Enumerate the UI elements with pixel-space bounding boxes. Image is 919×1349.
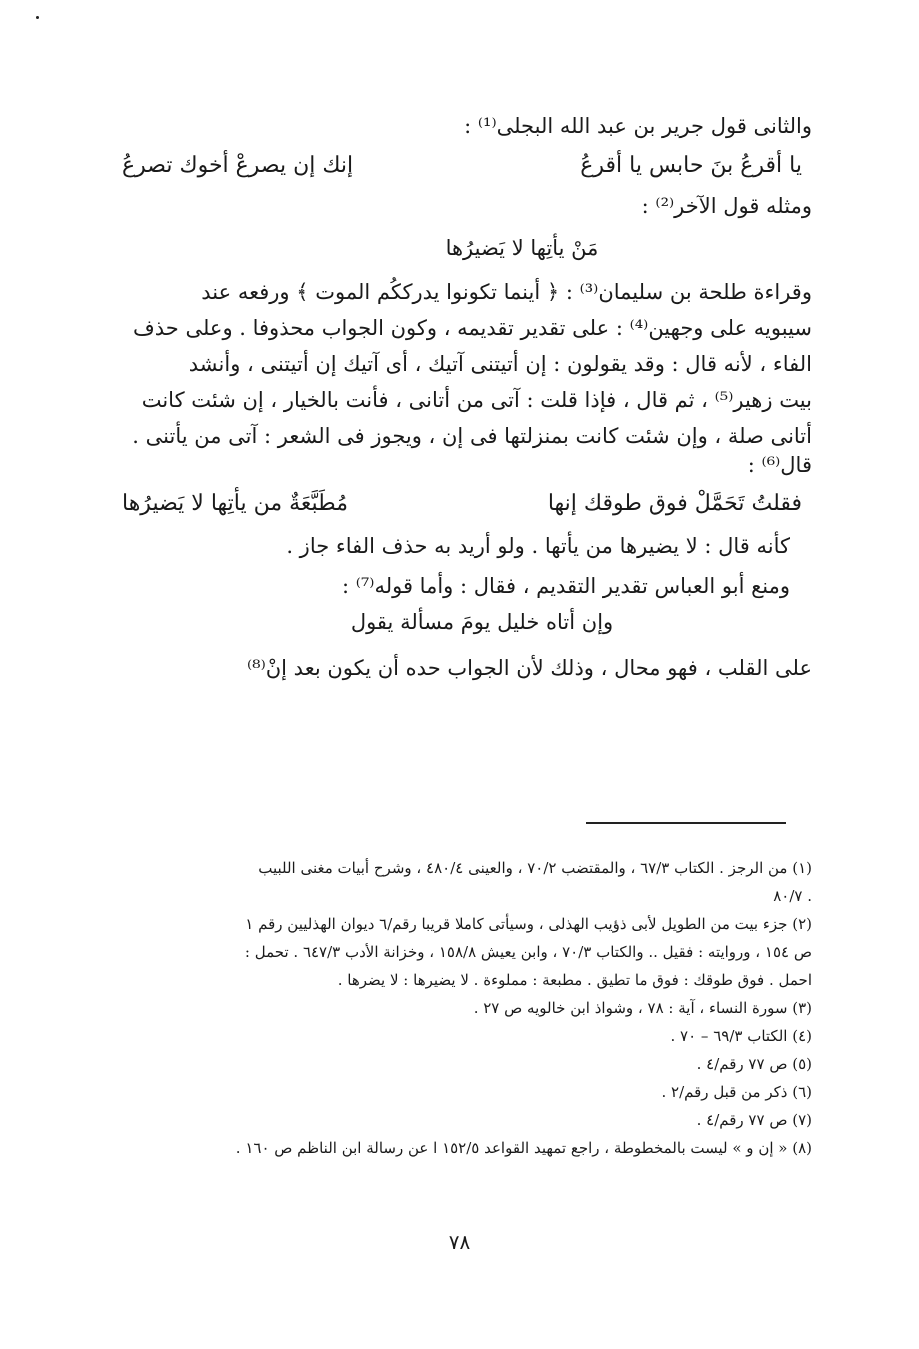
paragraph-line: سيبويه على وجهين⁽⁴⁾ : على تقدير تقديمه ، وكون الجواب محذوفا . وعلى حذف: [133, 316, 812, 340]
text-line: ومثله قول الآخر⁽²⁾ :: [641, 194, 812, 218]
footnotes: [112, 854, 812, 1162]
paragraph-line: بيت زهير⁽⁵⁾ ، ثم قال ، فإذا قلت : آتى من أتانى ، فأنت بالخيار ، إن شئت كانت: [141, 388, 812, 412]
paragraph-line: الفاء ، لأنه قال : وقد يقولون : إن أتيتنى آتيك ، أى آتيك إن أتيتنى ، وأنشد: [188, 352, 812, 376]
footnote-line: (٤) الكتاب ٦٩/٣ – ٧٠ .: [670, 1027, 812, 1045]
footnote-line: (٢) جزء بيت من الطويل لأبى ذؤيب الهذلى ، وسيأتى كاملا قريبا رقم/٦ ديوان الهذليين رقم ١: [245, 915, 812, 933]
verse: [112, 484, 812, 524]
text-line: ومنع أبو العباس تقدير التقديم ، فقال : وأما قوله⁽⁷⁾ :: [341, 574, 790, 598]
verse-hemistich-second: إنك إن يصرعْ أخوك تصرعُ: [122, 153, 354, 178]
paragraph-line: قال⁽⁶⁾ :: [747, 454, 812, 476]
page-number: ٧٨: [448, 1230, 471, 1254]
verse-fragment: وإن أتاه خليل يومَ مسألة يقول: [350, 610, 614, 634]
footnote-line: احمل . فوق طوقك : فوق ما تطيق . مطبعة : مملوءة . لا يضيرها : لا يضرها .: [337, 971, 812, 989]
verse-hemistich-second: مُطَبَّعَةٌ من يأتِها لا يَضيرُها: [122, 491, 349, 516]
paragraph-line: وقراءة طلحة بن سليمان⁽³⁾ : ﴿ أينما تكونوا يدرككُم الموت ﴾ ورفعه عند: [201, 280, 812, 304]
text-line: كأنه قال : لا يضيرها من يأتها . ولو أريد به حذف الفاء جاز .: [286, 534, 790, 558]
text-line: على القلب ، فهو محال ، وذلك لأن الجواب حده أن يكون بعد إنْ⁽⁸⁾: [247, 656, 812, 680]
footnote-line: (٨) « إن و » ليست بالمخطوطة ، راجع تمهيد القواعد ١٥٢/٥ ا عن رسالة ابن الناظم ص ١٦٠ .: [235, 1139, 812, 1157]
main-text: [112, 108, 812, 686]
page-mark: [36, 16, 39, 19]
verse: [112, 146, 812, 186]
paragraph-line: أتانى صلة ، وإن شئت كانت بمنزلتها فى إن ، ويجوز فى الشعر : آتى من يأتنى .: [132, 424, 812, 448]
footnote-line: . ٨٠/٧: [773, 887, 812, 905]
verse-hemistich-first: فقلتُ تَحَمَّلْ فوق طوقك إنها: [547, 491, 802, 516]
verse-hemistich-first: يا أقرعُ بنَ حابس يا أقرعُ: [580, 153, 802, 178]
footnote-line: (٧) ص ٧٧ رقم/٤ .: [696, 1111, 812, 1129]
footnote-line: (١) من الرجز . الكتاب ٦٧/٣ ، والمقتضب ٧٠/٢ ، والعينى ٤٨٠/٤ ، وشرح أبيات مغنى اللبيب: [258, 859, 812, 877]
footnote-separator: [586, 822, 786, 824]
text-line: والثانى قول جرير بن عبد الله البجلى⁽¹⁾ :: [464, 114, 812, 138]
footnote-line: ص ١٥٤ ، وروايته : فقيل .. والكتاب ٧٠/٣ ، وابن يعيش ١٥٨/٨ ، وخزانة الأدب ٦٤٧/٣ . تحمل :: [244, 943, 812, 961]
footnote-line: (٦) ذكر من قبل رقم/٢ .: [661, 1083, 812, 1101]
footnote-line: (٥) ص ٧٧ رقم/٤ .: [696, 1055, 812, 1073]
footnote-line: (٣) سورة النساء ، آية : ٧٨ ، وشواذ ابن خالويه ص ٢٧ .: [473, 999, 812, 1017]
verse-fragment: مَنْ يأتِها لا يَضيرُها: [445, 236, 599, 260]
